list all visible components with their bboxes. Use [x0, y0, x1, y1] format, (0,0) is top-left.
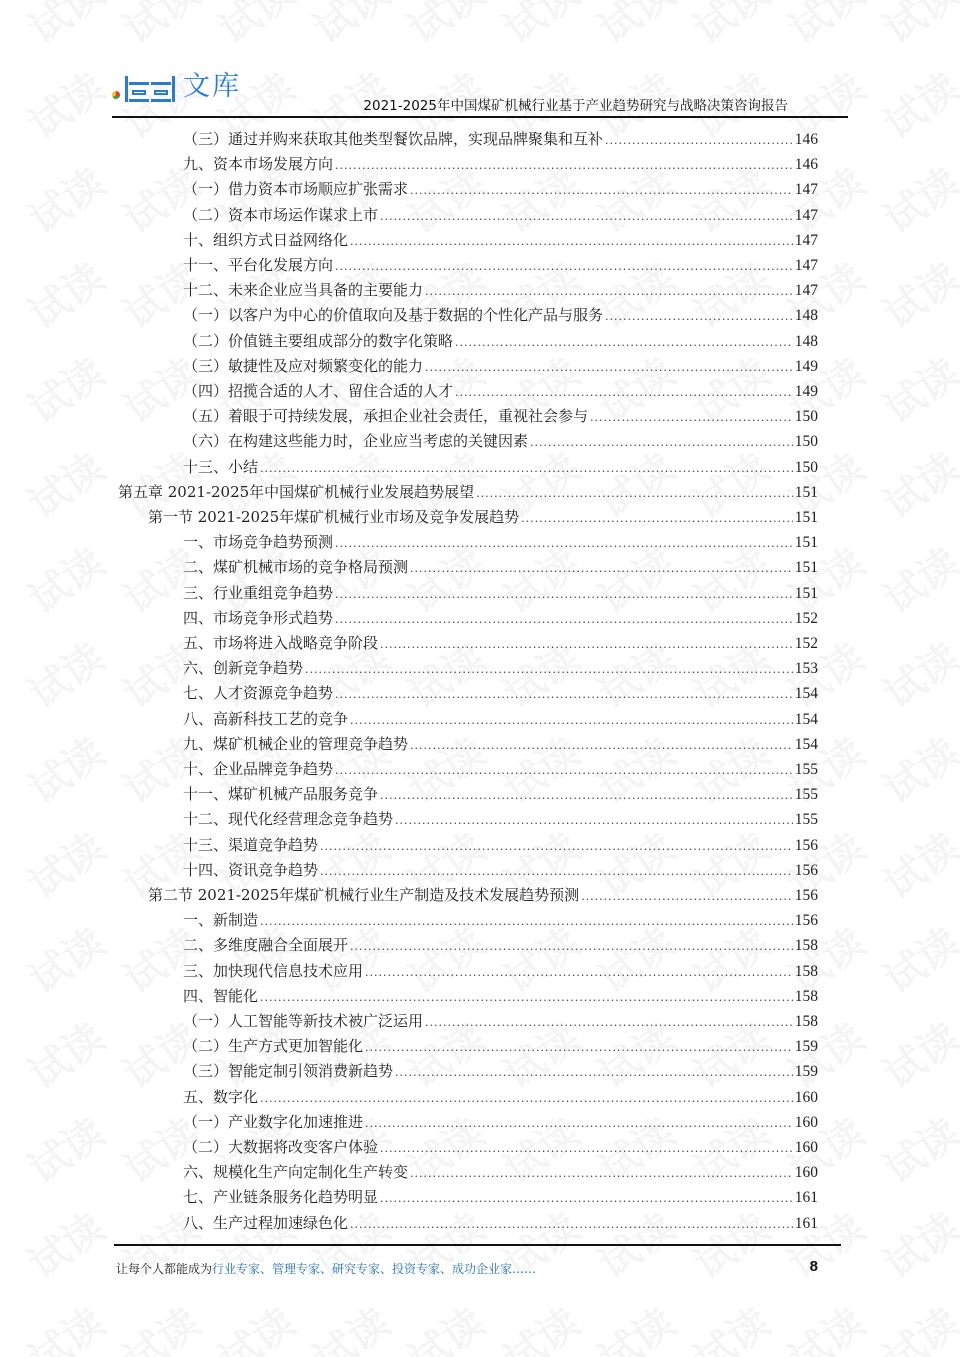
watermark-text [16, 0, 114, 55]
footer-slogan-prefix: 让每个人都能成为 [116, 1262, 213, 1276]
toc-entry-page: 155 [794, 811, 818, 829]
toc-entry-page: 147 [794, 231, 818, 249]
toc-entry-page: 151 [794, 559, 818, 577]
toc-entry[interactable] [118, 480, 818, 504]
toc-entry-label: 十一、煤矿机械产品服务竞争 [183, 785, 379, 804]
toc-leader-dots [335, 255, 793, 279]
toc-entry-label: 三、加快现代信息技术应用 [183, 961, 364, 980]
watermark-text [16, 912, 114, 1005]
toc-entry-page: 151 [794, 584, 818, 602]
toc-entry-label: 四、市场竞争形式趋势 [183, 608, 334, 627]
page-footer [116, 1260, 840, 1280]
toc-entry-page: 156 [794, 836, 818, 854]
toc-entry[interactable] [183, 1059, 818, 1083]
page-number: 8 [809, 1258, 818, 1275]
toc-entry-label: （二）价值链主要组成部分的数字化策略 [183, 331, 454, 350]
toc-entry-label: 三、行业重组竞争趋势 [183, 583, 334, 602]
toc-entry[interactable] [183, 530, 818, 554]
toc-leader-dots [395, 809, 793, 833]
toc-entry-label: 十三、小结 [183, 457, 259, 476]
toc-entry[interactable] [183, 581, 818, 605]
toc-entry-label: 十一、平台化发展方向 [183, 256, 334, 274]
watermark-text [16, 57, 114, 150]
toc-entry[interactable] [183, 631, 818, 655]
toc-entry[interactable] [183, 1085, 818, 1109]
toc-entry-label: 五、数字化 [183, 1087, 259, 1106]
toc-entry-label: 八、生产过程加速绿色化 [183, 1213, 349, 1232]
toc-leader-dots [365, 1036, 793, 1060]
toc-entry[interactable] [183, 278, 818, 302]
toc-entry-label: 九、煤矿机械企业的管理竞争趋势 [183, 734, 409, 753]
toc-entry-page: 147 [794, 181, 818, 199]
toc-leader-dots [380, 784, 793, 808]
toc-entry-page: 159 [794, 1038, 818, 1056]
toc-entry-label: 六、规模化生产向定制化生产转变 [183, 1163, 409, 1182]
toc-entry-page: 146 [794, 156, 818, 174]
watermark-text [111, 1292, 209, 1357]
watermark-text [871, 722, 960, 815]
watermark-text [396, 1292, 494, 1357]
watermark-text [206, 1292, 304, 1357]
toc-leader-dots [260, 986, 793, 1010]
toc-leader-dots [380, 633, 793, 657]
toc-leader-dots [365, 1112, 793, 1136]
logo-text: 文库 [183, 71, 241, 102]
toc-leader-dots [305, 658, 793, 682]
watermark-text [871, 627, 960, 720]
toc-entry-label: 一、市场竞争趋势预测 [183, 533, 334, 552]
toc-entry-page: 160 [794, 1113, 818, 1131]
watermark-text [16, 532, 114, 625]
toc-entry-label: 六、创新竞争趋势 [183, 659, 304, 678]
watermark-text [16, 1102, 114, 1195]
watermark-text [871, 912, 960, 1005]
toc-leader-dots [455, 331, 793, 355]
toc-entry[interactable] [183, 833, 818, 857]
watermark-text [681, 0, 779, 55]
watermark-text [111, 0, 209, 55]
toc-leader-dots [476, 482, 793, 506]
toc-entry-label: 十、组织方式日益网络化 [183, 230, 349, 249]
toc-leader-dots [335, 583, 793, 607]
toc-entry[interactable] [183, 707, 818, 731]
watermark-text [16, 342, 114, 435]
toc-entry[interactable] [183, 203, 818, 227]
toc-entry-page: 149 [794, 383, 818, 400]
watermark-text [871, 532, 960, 625]
toc-entry[interactable] [183, 429, 818, 453]
toc-entry[interactable] [183, 228, 818, 252]
toc-entry-page: 150 [794, 408, 818, 426]
toc-entry-label: （一）借力资本市场顺应扩张需求 [183, 180, 409, 199]
watermark-text [871, 0, 960, 55]
toc-entry-page: 154 [794, 735, 818, 753]
watermark-text [16, 247, 114, 340]
toc-entry-label: （二）大数据将改变客户体验 [183, 1138, 379, 1156]
toc-leader-dots [530, 431, 793, 455]
toc-leader-dots [365, 961, 793, 985]
toc-entry[interactable] [183, 303, 818, 327]
watermark-text [776, 0, 874, 55]
toc-entry-page: 156 [794, 861, 818, 879]
toc-entry-page: 149 [794, 357, 818, 375]
page-header [112, 70, 848, 118]
watermark-text [871, 1292, 960, 1357]
toc-entry-page: 147 [794, 257, 818, 274]
toc-leader-dots [410, 179, 793, 203]
toc-entry-label: （六）在构建这些能力时，企业应当考虑的关键因素 [183, 432, 529, 451]
toc-entry[interactable] [183, 329, 818, 353]
toc-leader-dots [605, 129, 793, 153]
logo-dot-icon [112, 91, 120, 99]
toc-leader-dots [425, 356, 793, 380]
watermark-text [491, 0, 589, 55]
toc-entry-page: 154 [794, 685, 818, 703]
watermark-text [206, 0, 304, 55]
toc-entry[interactable] [183, 253, 818, 277]
toc-leader-dots [335, 532, 793, 556]
toc-entry[interactable] [183, 1211, 818, 1235]
watermark-text [396, 0, 494, 55]
watermark-text [16, 722, 114, 815]
watermark-text [871, 247, 960, 340]
toc-entry-label: （三）敏捷性及应对频繁变化的能力 [183, 356, 424, 375]
toc-entry-label: 五、市场将进入战略竞争阶段 [183, 634, 379, 652]
toc-entry-label: 四、智能化 [183, 986, 259, 1005]
watermark-text [16, 627, 114, 720]
toc-entry-page: 152 [794, 635, 818, 652]
toc-entry-label: 八、高新科技工艺的竞争 [183, 709, 349, 728]
watermark-text [16, 1197, 114, 1290]
toc-entry[interactable] [183, 1135, 818, 1159]
toc-entry[interactable] [183, 959, 818, 983]
toc-entry-page: 148 [794, 307, 818, 325]
toc-entry[interactable] [183, 782, 818, 806]
toc-entry-page: 148 [794, 332, 818, 350]
logo-mark-icon [125, 72, 175, 102]
toc-leader-dots [605, 305, 793, 329]
toc-entry-label: （三）智能定制引领消费新趋势 [183, 1062, 394, 1081]
watermark-text [586, 0, 684, 55]
toc-entry-label: 十二、现代化经营理念竞争趋势 [183, 810, 394, 829]
watermark-text [871, 817, 960, 910]
document-title: 2021-2025年中国煤矿机械行业基于产业趋势研究与战略决策咨询报告 [363, 98, 788, 114]
toc-entry-label: （一）以客户为中心的价值取向及基于数据的个性化产品与服务 [183, 306, 604, 325]
watermark-text [16, 437, 114, 530]
toc-entry[interactable] [183, 858, 818, 882]
toc-leader-dots [350, 935, 793, 959]
toc-leader-dots [260, 457, 793, 481]
toc-entry[interactable] [148, 883, 818, 907]
toc-entry[interactable] [183, 379, 818, 403]
toc-entry-page: 146 [794, 131, 818, 148]
toc-entry-page: 158 [794, 962, 818, 980]
toc-entry-label: 十、企业品牌竞争趋势 [183, 760, 334, 778]
toc-entry-label: （二）生产方式更加智能化 [183, 1037, 364, 1056]
watermark-text [871, 1007, 960, 1100]
footer-slogan-highlight: 行业专家、管理专家、研究专家、投资专家、成功企业家…… [212, 1262, 537, 1276]
toc-entry-page: 161 [794, 1214, 818, 1232]
toc-entry-label: 二、煤矿机械市场的竞争格局预测 [183, 558, 409, 577]
toc-entry[interactable] [183, 933, 818, 957]
toc-entry-page: 161 [794, 1189, 818, 1207]
toc-entry[interactable] [183, 1009, 818, 1033]
toc-entry[interactable] [183, 732, 818, 756]
toc-entry[interactable] [183, 984, 818, 1008]
toc-leader-dots [425, 280, 793, 304]
toc-entry-page: 147 [794, 282, 818, 300]
toc-leader-dots [455, 381, 793, 405]
toc-entry-page: 151 [794, 483, 818, 501]
toc-leader-dots [395, 1061, 793, 1085]
toc-leader-dots [350, 1213, 793, 1237]
toc-entry-label: （三）通过并购来获取其他类型餐饮品牌，实现品牌聚集和互补 [183, 130, 604, 148]
toc-leader-dots [521, 507, 793, 531]
toc-entry[interactable] [183, 681, 818, 705]
watermark-text [301, 1292, 399, 1357]
toc-entry-label: 第一节 2021-2025年煤矿机械行业市场及竞争发展趋势 [148, 508, 520, 526]
toc-entry-page: 153 [794, 660, 818, 678]
watermark-text [16, 1007, 114, 1100]
toc-entry[interactable] [183, 1034, 818, 1058]
toc-entry-page: 159 [794, 1063, 818, 1081]
watermark-text [16, 1292, 114, 1357]
watermark-text [491, 1292, 589, 1357]
toc-entry-page: 156 [794, 887, 818, 904]
toc-entry[interactable] [183, 757, 818, 781]
watermark-text [681, 1292, 779, 1357]
toc-leader-dots [335, 154, 793, 178]
toc-entry[interactable] [183, 555, 818, 579]
watermark-text [871, 342, 960, 435]
toc-leader-dots [581, 885, 793, 909]
toc-entry-page: 160 [794, 1139, 818, 1156]
toc-entry[interactable] [183, 1110, 818, 1134]
toc-leader-dots [260, 1087, 793, 1111]
toc-entry-page: 160 [794, 1088, 818, 1106]
toc-entry[interactable] [183, 177, 818, 201]
watermark-text [301, 0, 399, 55]
toc-entry-label: 一、新制造 [183, 911, 259, 930]
toc-entry-label: （一）人工智能等新技术被广泛运用 [183, 1012, 424, 1030]
toc-entry-page: 158 [794, 1013, 818, 1030]
toc-leader-dots [335, 608, 793, 632]
toc-entry-label: （四）招揽合适的人才、留住合适的人才 [183, 382, 454, 400]
toc-entry-label: 七、产业链条服务化趋势明显 [183, 1188, 379, 1207]
toc-entry-label: （五）着眼于可持续发展，承担企业社会责任，重视社会参与 [183, 407, 589, 426]
toc-entry[interactable] [183, 404, 818, 428]
toc-entry[interactable] [183, 1185, 818, 1209]
toc-entry-page: 155 [794, 786, 818, 804]
toc-entry[interactable] [183, 908, 818, 932]
watermark-text [871, 152, 960, 245]
watermark-text [16, 152, 114, 245]
toc-leader-dots [350, 230, 793, 254]
toc-entry-page: 160 [794, 1164, 818, 1182]
watermark-text [871, 57, 960, 150]
toc-entry-label: 二、多维度融合全面展开 [183, 936, 349, 955]
footer-divider [114, 1244, 841, 1246]
toc-entry-page: 156 [794, 912, 818, 930]
toc-leader-dots [380, 1137, 793, 1161]
toc-entry[interactable] [183, 127, 818, 151]
toc-leader-dots [410, 734, 793, 758]
watermark-text [776, 1292, 874, 1357]
watermark-text [871, 437, 960, 530]
toc-leader-dots [335, 759, 793, 783]
toc-leader-dots [335, 683, 793, 707]
watermark-text [586, 1292, 684, 1357]
toc-entry-page: 155 [794, 761, 818, 778]
toc-entry[interactable] [183, 152, 818, 176]
toc-entry-page: 154 [794, 710, 818, 728]
toc-leader-dots [320, 860, 793, 884]
toc-entry-page: 151 [794, 534, 818, 552]
toc-entry-page: 150 [794, 458, 818, 476]
toc-entry-page: 158 [794, 987, 818, 1005]
toc-entry[interactable] [183, 807, 818, 831]
watermark-text [871, 1197, 960, 1290]
toc-leader-dots [380, 1187, 793, 1211]
toc-entry[interactable] [183, 455, 818, 479]
watermark-text [871, 1102, 960, 1195]
toc-leader-dots [380, 205, 793, 229]
toc-entry-label: 九、资本市场发展方向 [183, 155, 334, 174]
watermark-text [16, 817, 114, 910]
toc-entry[interactable] [183, 606, 818, 630]
toc-entry-label: 十四、资讯竞争趋势 [183, 860, 319, 879]
logo [112, 72, 241, 102]
toc-entry-page: 151 [794, 509, 818, 526]
toc-entry-label: 第二节 2021-2025年煤矿机械行业生产制造及技术发展趋势预测 [148, 886, 580, 904]
toc-leader-dots [260, 910, 793, 934]
toc-entry-page: 158 [794, 937, 818, 955]
toc-entry-page: 152 [794, 609, 818, 627]
toc-entry-label: （二）资本市场运作谋求上市 [183, 205, 379, 224]
toc-leader-dots [320, 835, 793, 859]
toc-entry[interactable] [148, 505, 818, 529]
header-divider [112, 116, 848, 118]
toc-leader-dots [425, 1011, 793, 1035]
toc-entry-page: 150 [794, 433, 818, 451]
toc-entry-label: 十二、未来企业应当具备的主要能力 [183, 281, 424, 300]
toc-leader-dots [410, 1162, 793, 1186]
toc-entry-label: 七、人才资源竞争趋势 [183, 684, 334, 703]
toc-leader-dots [350, 709, 793, 733]
toc-entry-label: （一）产业数字化加速推进 [183, 1112, 364, 1131]
toc-leader-dots [410, 557, 793, 581]
toc-entry[interactable] [183, 1160, 818, 1184]
toc-entry[interactable] [183, 354, 818, 378]
toc-entry-label: 第五章 2021-2025年中国煤矿机械行业发展趋势展望 [118, 482, 475, 501]
toc-entry-label: 十三、渠道竞争趋势 [183, 835, 319, 854]
toc-entry-page: 147 [794, 206, 818, 224]
toc-leader-dots [590, 406, 793, 430]
toc-entry[interactable] [183, 656, 818, 680]
